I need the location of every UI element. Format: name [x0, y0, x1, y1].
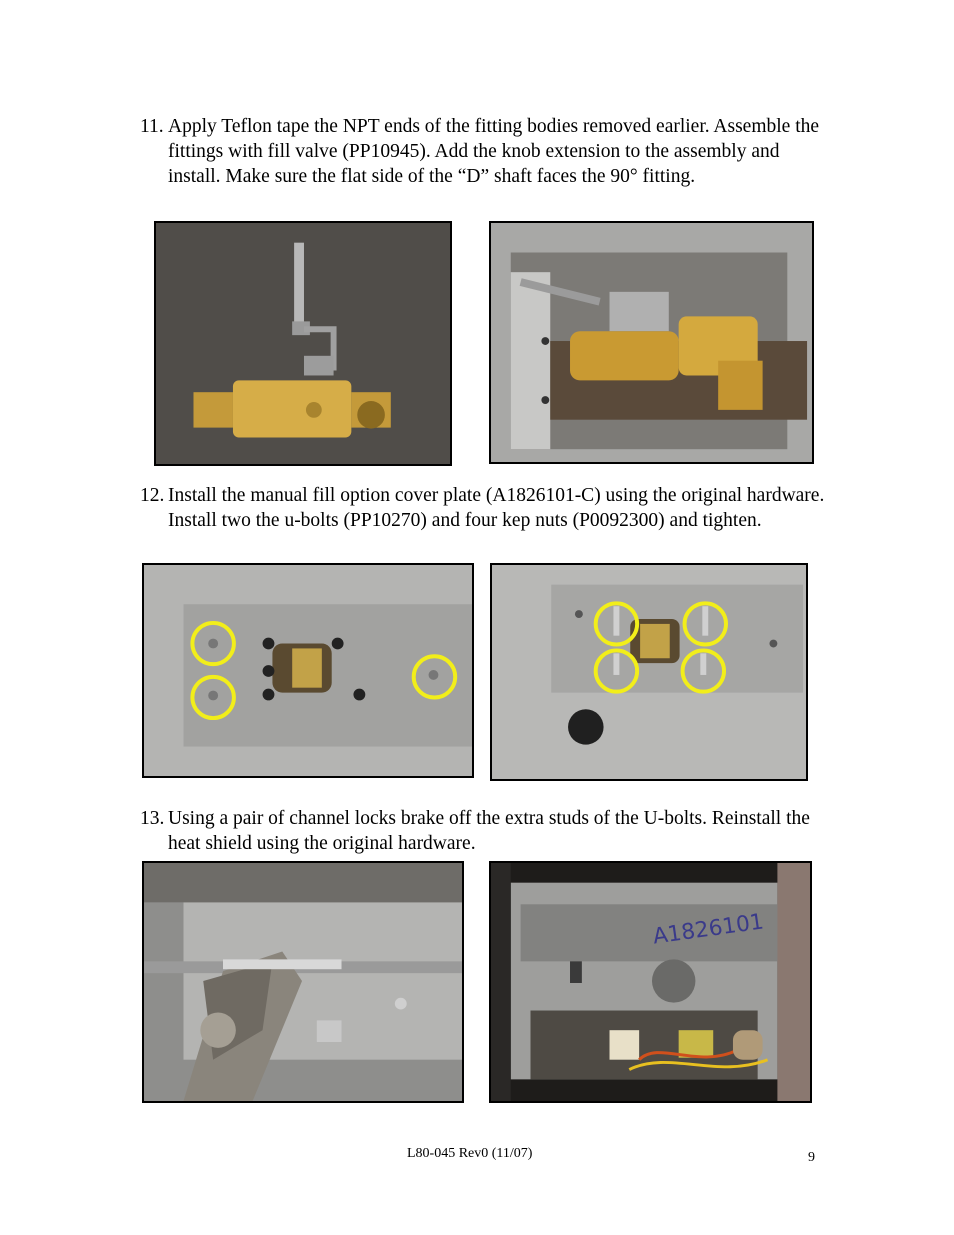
photo-heat-shield	[489, 861, 812, 1103]
photo-valve-installed	[489, 221, 814, 464]
step-text: Apply Teflon tape the NPT ends of the fitting bodies removed earlier. Assemble the fittings with fill valve (PP10945). Add the knob extension to the assembly and install. Make sure the flat side of the “D” shaft faces the 90° fitting.	[168, 116, 820, 187]
step-number: 11.	[140, 116, 164, 137]
step-12	[140, 483, 830, 533]
step-number: 12.	[140, 485, 165, 506]
handwriting-part-number: A1826101	[651, 909, 766, 950]
step-11	[140, 114, 830, 189]
photo-cover-plate-holes	[142, 563, 474, 778]
step-text: Using a pair of channel locks brake off the extra studs of the U-bolts. Reinstall the heat shield using the original hardware.	[168, 808, 810, 854]
step-text: Install the manual fill option cover plate (A1826101-C) using the original hardware. Install two the u-bolts (PP10270) and four kep nuts (P0092300) and tighten.	[168, 485, 825, 531]
footer-doc-id: L80-045 Rev0 (11/07)	[407, 1146, 533, 1161]
photo-cover-plate-ubolts	[490, 563, 808, 781]
page-number: 9	[808, 1150, 815, 1165]
step-number: 13.	[140, 808, 165, 829]
photo-channel-locks	[142, 861, 464, 1103]
photo-valve-assembly	[154, 221, 452, 466]
step-13	[140, 806, 830, 856]
